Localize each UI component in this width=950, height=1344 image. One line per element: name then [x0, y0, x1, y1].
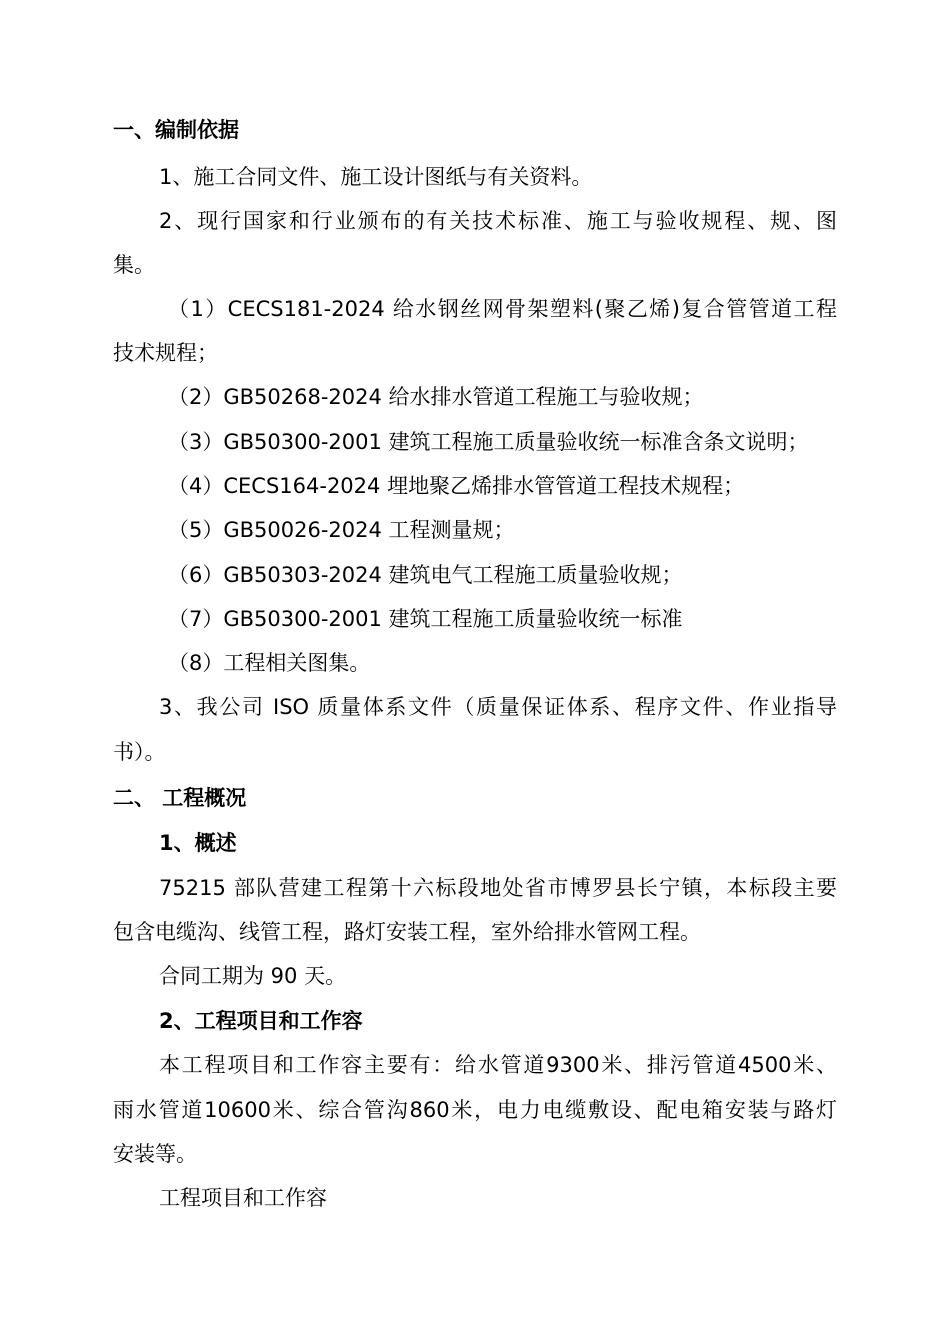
- standard-1-line1: （1）CECS181-2024 给水钢丝网骨架塑料(聚乙烯)复合管管道工程: [168, 297, 837, 321]
- overview-line2: 包含电缆沟、线管工程，路灯安装工程，室外给排水管网工程。: [113, 920, 701, 944]
- standard-5: （5）GB50026-2024 工程测量规；: [168, 518, 515, 542]
- basis-item-2-line2: 集。: [113, 253, 155, 277]
- subsection-scope-title: 2、工程项目和工作容: [159, 1009, 363, 1033]
- section-2-title: 二、 工程概况: [113, 786, 247, 810]
- standard-4: （4）CECS164-2024 埋地聚乙烯排水管管道工程技术规程；: [168, 474, 745, 498]
- scope-caption: 工程项目和工作容: [159, 1186, 327, 1210]
- section-1-title: 一、编制依据: [113, 118, 239, 142]
- standard-6: （6）GB50303-2024 建筑电气工程施工质量验收规；: [168, 563, 683, 587]
- scope-line2: 雨水管道10600米、综合管沟860米，电力电缆敷设、配电箱安装与路灯: [113, 1098, 837, 1122]
- overview-line1: 75215 部队营建工程第十六标段地处省市博罗县长宁镇，本标段主要: [159, 876, 837, 900]
- scope-line1: 本工程项目和工作容主要有：给水管道9300米、排污管道4500米、: [159, 1053, 837, 1077]
- standard-2: （2）GB50268-2024 给水排水管道工程施工与验收规；: [168, 385, 704, 409]
- basis-item-1: 1、施工合同文件、施工设计图纸与有关资料。: [159, 165, 593, 189]
- standard-7: （7）GB50300-2001 建筑工程施工质量验收统一标准: [168, 607, 683, 631]
- standard-8: （8）工程相关图集。: [168, 651, 371, 675]
- basis-item-3-line1: 3、我公司 ISO 质量体系文件（质量保证体系、程序文件、作业指导: [159, 695, 837, 719]
- scope-line3: 安装等。: [113, 1142, 197, 1166]
- contract-duration: 合同工期为 90 天。: [159, 964, 347, 988]
- basis-item-2-line1: 2、现行国家和行业颁布的有关技术标准、施工与验收规程、规、图: [159, 209, 837, 233]
- basis-item-3-line2: 书）。: [113, 740, 166, 764]
- subsection-overview-title: 1、概述: [159, 831, 237, 855]
- standard-1-line2: 技术规程；: [113, 341, 218, 365]
- standard-3: （3）GB50300-2001 建筑工程施工质量验收统一标准含条文说明；: [168, 430, 809, 454]
